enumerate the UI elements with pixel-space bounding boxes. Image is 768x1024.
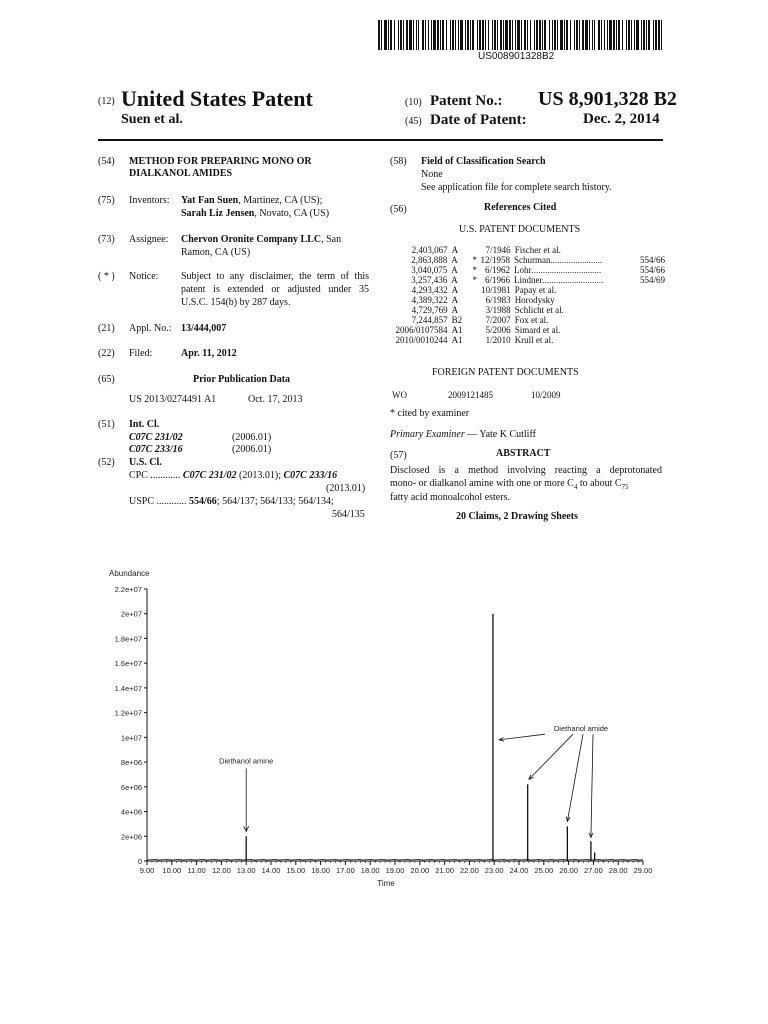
reference-class	[641, 335, 665, 345]
int-cl-2: C07C 233/16	[129, 444, 183, 455]
x-tick-label: 29.00	[633, 866, 653, 875]
cpc-line: CPC ............ C07C 231/02 (2013.01); C07C 233/16	[129, 470, 338, 481]
reference-name	[510, 255, 640, 265]
reference-row	[380, 245, 665, 255]
reference-class	[641, 325, 665, 335]
reference-kind: A1	[451, 325, 463, 335]
inventor-1: Yat Fan Suen, Martinez, CA (US);	[181, 195, 323, 206]
reference-name	[511, 295, 642, 305]
reference-number: 3,257,436	[411, 275, 448, 285]
assignee-name: Chervon Oronite Company LLC, San	[181, 234, 342, 245]
reference-name	[510, 275, 640, 285]
us-docs-heading: U.S. PATENT DOCUMENTS	[459, 224, 581, 235]
arrow-diethanol-amide	[567, 734, 583, 821]
reference-kind: A	[451, 245, 459, 255]
x-tick-label: 20.00	[410, 866, 430, 875]
y-tick-label: 6e+06	[120, 782, 142, 792]
reference-inventor: Lohr	[514, 265, 532, 275]
f75-code: (75)	[98, 195, 115, 206]
x-tick-label: 10.00	[162, 866, 182, 875]
reference-date: 12/1958	[480, 255, 510, 265]
y-tick-label: 2e+07	[120, 609, 142, 619]
reference-kind: A	[451, 275, 458, 285]
prior-pub-heading: Prior Publication Data	[193, 374, 291, 385]
inventors-label: Inventors:	[129, 195, 170, 206]
reference-date: 7/1946	[485, 245, 511, 255]
f57-code: (57)	[390, 450, 407, 461]
reference-row	[380, 275, 665, 285]
reference-class: 554/66	[639, 255, 665, 265]
reference-number: 4,293,432	[411, 285, 448, 295]
cited-note: * cited by examiner	[390, 408, 470, 419]
reference-class	[641, 315, 665, 325]
notice-line3: U.S.C. 154(b) by 287 days.	[181, 297, 291, 308]
reference-date: 5/2006	[485, 325, 511, 335]
patent-date: Dec. 2, 2014	[583, 111, 660, 127]
foreign-docs-heading: FOREIGN PATENT DOCUMENTS	[432, 367, 579, 378]
reference-class	[641, 295, 665, 305]
reference-date: 6/1966	[484, 275, 510, 285]
arrow-diethanol-amide	[529, 734, 573, 779]
reference-kind: A	[451, 295, 459, 305]
reference-name	[511, 315, 642, 325]
barcode	[378, 20, 662, 50]
reference-kind: B2	[451, 315, 463, 325]
reference-star	[470, 285, 480, 295]
reference-star	[470, 315, 480, 325]
reference-row	[380, 305, 665, 315]
reference-class	[641, 245, 665, 255]
f21-code: (21)	[98, 323, 115, 334]
reference-number: 4,389,322	[411, 295, 448, 305]
reference-row	[380, 335, 665, 345]
invention-title-line1: METHOD FOR PREPARING MONO OR	[129, 156, 312, 167]
reference-class: 554/66	[639, 265, 665, 275]
f54-code: (54)	[98, 156, 115, 167]
x-tick-label: 17.00	[336, 866, 355, 875]
reference-star	[470, 335, 480, 345]
x-tick-label: 28.00	[608, 866, 628, 875]
reference-name	[511, 325, 642, 335]
reference-number: 2006/0107584	[395, 325, 448, 335]
header-rule	[98, 139, 663, 141]
y-tick-label: 1.2e+07	[114, 708, 142, 718]
abstract-line1: Disclosed is a method involving reacting a deprotonated	[390, 465, 662, 476]
reference-dots: ...............................	[531, 265, 602, 275]
annotation-diethanol-amine: Diethanol amine	[219, 756, 274, 766]
y-tick-label: 8e+06	[120, 758, 142, 768]
reference-date: 6/1962	[484, 265, 510, 275]
chromatogram-chart	[0, 555, 768, 900]
x-tick-label: 12.00	[212, 866, 231, 875]
x-tick-label: 22.00	[460, 866, 479, 875]
abstract-line3: fatty acid monoalcohol esters.	[390, 492, 510, 503]
inventor-2: Sarah Liz Jensen, Novato, CA (US)	[181, 208, 330, 219]
x-tick-label: 18.00	[360, 866, 380, 875]
patent-no-label: Patent No.:	[430, 93, 503, 109]
inventors-short: Suen et al.	[121, 112, 183, 127]
reference-kind: A	[451, 305, 459, 315]
patent-no-code: (10)	[405, 97, 422, 108]
assignee-label: Assignee:	[129, 234, 169, 245]
baseline-trace	[147, 859, 643, 860]
notice-label: Notice:	[129, 271, 159, 282]
field-search-none: None	[421, 169, 443, 180]
reference-star	[470, 305, 480, 315]
reference-inventor: Fischer et al.	[514, 245, 561, 255]
int-cl-1-date: (2006.01)	[232, 432, 272, 443]
foreign-number: 2009121485	[448, 390, 493, 400]
field-search-label: Field of Classification Search	[421, 156, 546, 167]
y-tick-label: 2.2e+07	[114, 585, 142, 594]
arrow-diethanol-amide	[591, 734, 593, 837]
reference-inventor: Horodysky	[514, 295, 555, 305]
annotation-diethanol-amide: Diethanol amide	[553, 724, 609, 734]
reference-kind: A	[451, 255, 458, 265]
reference-date: 7/2007	[485, 315, 511, 325]
field-search-note: See application file for complete search history.	[421, 182, 612, 193]
reference-star: *	[472, 265, 477, 275]
x-tick-label: 9.00	[139, 866, 155, 875]
reference-row	[380, 265, 665, 275]
reference-inventor: Papay et al.	[514, 285, 557, 295]
x-tick-label: 14.00	[261, 866, 281, 875]
invention-title-line2: DIALKANOL AMIDES	[129, 168, 233, 179]
foreign-office: WO	[392, 390, 407, 400]
reference-row	[380, 285, 665, 295]
reference-number: 2010/0010244	[395, 335, 448, 345]
f22-code: (22)	[98, 348, 115, 359]
prior-pub-date: Oct. 17, 2013	[248, 394, 303, 405]
reference-class	[641, 305, 665, 315]
reference-star	[470, 295, 480, 305]
reference-row	[380, 315, 665, 325]
f73-code: (73)	[98, 234, 115, 245]
reference-number: 3,040,075	[411, 265, 448, 275]
x-tick-label: 16.00	[311, 866, 330, 875]
uspc-line: USPC ............ 554/66; 564/137; 564/133; 564/134;	[129, 496, 334, 507]
x-axis-label: Time	[377, 879, 395, 888]
reference-star: *	[472, 255, 477, 265]
reference-name	[511, 335, 642, 345]
reference-date: 10/1981	[481, 285, 511, 295]
reference-name	[510, 265, 640, 275]
reference-row	[380, 325, 665, 335]
date-code: (45)	[405, 116, 422, 127]
reference-number: 2,403,067	[411, 245, 448, 255]
x-tick-label: 19.00	[385, 866, 405, 875]
reference-number: 7,244,857	[411, 315, 448, 325]
f52-code: (52)	[98, 457, 115, 468]
y-tick-label: 1.6e+07	[114, 659, 142, 669]
y-tick-label: 1.4e+07	[114, 683, 142, 693]
reference-name	[511, 245, 642, 255]
x-tick-label: 24.00	[509, 866, 529, 875]
x-tick-label: 21.00	[435, 866, 454, 875]
reference-date: 6/1983	[485, 295, 511, 305]
filed-value: Apr. 11, 2012	[181, 348, 237, 359]
reference-name	[511, 305, 642, 315]
foreign-date: 10/2009	[531, 390, 561, 400]
y-tick-label: 1.8e+07	[114, 634, 142, 644]
abstract-heading: ABSTRACT	[496, 448, 551, 459]
reference-class: 554/69	[639, 275, 665, 285]
reference-kind: A	[451, 285, 459, 295]
reference-kind: A1	[451, 335, 463, 345]
primary-examiner: Primary Examiner — Yate K Cutliff	[390, 429, 536, 440]
reference-row	[380, 255, 665, 265]
appl-no-value: 13/444,007	[181, 323, 227, 334]
x-tick-label: 15.00	[286, 866, 306, 875]
reference-date: 3/1988	[485, 305, 511, 315]
reference-inventor: Krull et al.	[514, 335, 554, 345]
patent-number: US 8,901,328 B2	[538, 88, 677, 110]
reference-name	[511, 285, 642, 295]
y-axis-label: Abundance	[109, 569, 150, 578]
x-tick-label: 27.00	[584, 866, 603, 875]
x-tick-label: 11.00	[187, 866, 206, 875]
reference-row	[380, 295, 665, 305]
barcode-number: US008901328B2	[478, 51, 555, 62]
x-tick-label: 23.00	[484, 866, 504, 875]
x-tick-label: 26.00	[559, 866, 578, 875]
reference-dots: .......................	[550, 255, 603, 265]
reference-star: *	[472, 275, 477, 285]
us-cl-label: U.S. Cl.	[129, 457, 162, 468]
x-tick-label: 13.00	[236, 866, 256, 875]
notice-code: ( * )	[98, 271, 115, 282]
reference-star	[470, 245, 480, 255]
f58-code: (58)	[390, 156, 407, 167]
reference-number: 4,729,769	[411, 305, 448, 315]
reference-kind: A	[451, 265, 458, 275]
f65-code: (65)	[98, 374, 115, 385]
f51-code: (51)	[98, 419, 115, 430]
reference-dots: ...........................	[542, 275, 604, 285]
prior-pub-number: US 2013/0274491 A1	[129, 394, 217, 405]
arrow-diethanol-amide	[499, 734, 545, 740]
uspc-last: 564/135	[332, 509, 365, 520]
reference-star	[470, 325, 480, 335]
references-label: References Cited	[484, 202, 557, 213]
us-references	[380, 245, 665, 345]
assignee-location: Ramon, CA (US)	[181, 247, 251, 258]
claims-summary: 20 Claims, 2 Drawing Sheets	[456, 511, 578, 522]
int-cl-2-date: (2006.01)	[232, 444, 272, 455]
f56-code: (56)	[390, 204, 407, 215]
cpc-date: (2013.01)	[326, 483, 366, 494]
reference-inventor: Simard et al.	[514, 325, 561, 335]
reference-inventor: Lindner	[514, 275, 543, 285]
reference-class	[641, 285, 665, 295]
date-label: Date of Patent:	[430, 112, 527, 128]
x-tick-label: 25.00	[534, 866, 554, 875]
reference-inventor: Schlicht et al.	[514, 305, 564, 315]
y-tick-label: 0	[137, 857, 142, 866]
y-tick-label: 2e+06	[120, 832, 142, 842]
notice-line2: patent is extended or adjusted under 35	[181, 284, 369, 295]
notice-line1: Subject to any disclaimer, the term of this	[181, 271, 369, 282]
y-tick-label: 1e+07	[120, 733, 142, 743]
reference-number: 2,863,888	[411, 255, 448, 265]
int-cl-label: Int. Cl.	[129, 419, 160, 430]
appl-no-label: Appl. No.:	[129, 323, 172, 334]
y-tick-label: 4e+06	[120, 807, 142, 817]
abstract-line2: mono- or dialkanol amine with one or more $C_4$ to about $C_{75}$	[390, 478, 629, 491]
reference-date: 1/2010	[485, 335, 511, 345]
filed-label: Filed:	[129, 348, 153, 359]
kind-code: (12)	[98, 96, 115, 107]
reference-inventor: Fox et al.	[514, 315, 549, 325]
int-cl-1: C07C 231/02	[129, 432, 183, 443]
reference-inventor: Schurman	[514, 255, 551, 265]
patent-title: United States Patent	[121, 86, 313, 111]
